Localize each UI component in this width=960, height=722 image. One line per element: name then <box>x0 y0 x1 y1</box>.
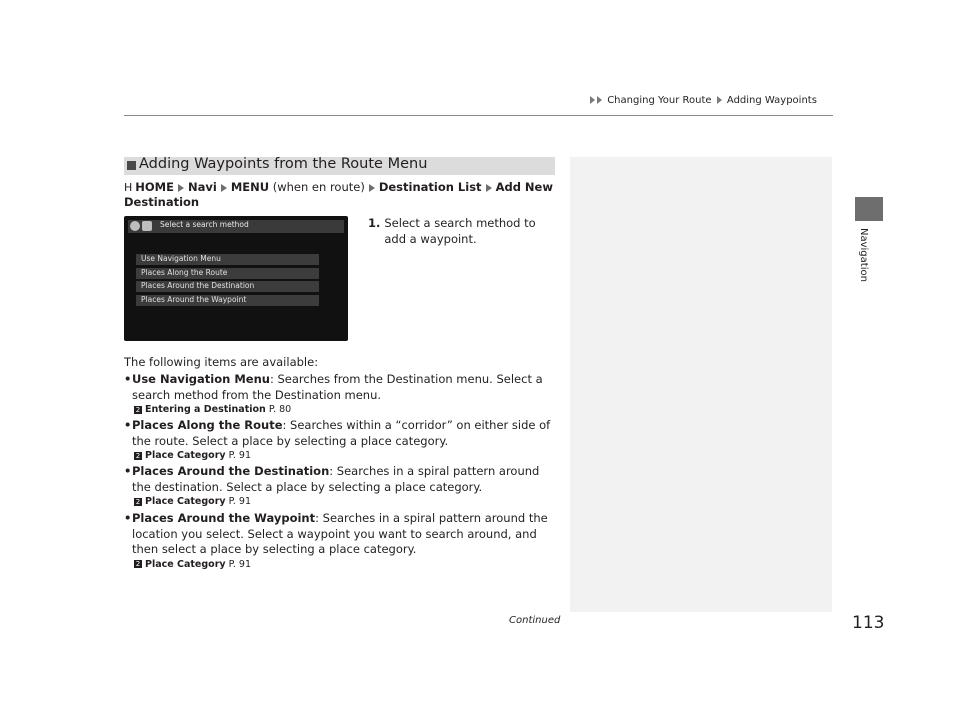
screen-menu-item[interactable] <box>136 268 319 279</box>
reference-page: P. 91 <box>228 558 252 570</box>
reference-title: Place Category <box>145 496 226 507</box>
bullet-icon: • <box>124 372 132 386</box>
breadcrumb <box>590 95 817 106</box>
screen-image <box>124 216 348 341</box>
path-add-new-destination: Add New Destination <box>124 180 553 209</box>
cross-reference[interactable] <box>134 449 554 463</box>
item-term: Places Around the Destination <box>132 464 330 478</box>
header-divider <box>124 115 833 116</box>
screen-menu-item-label: Places Along the Route <box>141 268 228 277</box>
list-item <box>124 418 554 463</box>
screen-title-bar <box>128 220 344 233</box>
path-navi: Navi <box>187 180 217 194</box>
home-icon: H <box>124 181 133 194</box>
section-square-icon <box>127 161 136 170</box>
item-term: Places Around the Waypoint <box>132 511 316 525</box>
step-1 <box>368 215 558 247</box>
list-item <box>124 464 554 509</box>
screen-menu-icon <box>142 221 152 231</box>
breadcrumb-arrow-icon <box>597 96 602 104</box>
page-number: 113 <box>852 613 885 633</box>
list-item <box>124 372 554 417</box>
path-arrow-icon <box>369 184 375 192</box>
chapter-tab-label <box>857 228 881 298</box>
reference-page: P. 91 <box>228 450 252 461</box>
screen-back-icon <box>130 221 140 231</box>
screen-menu-item-label: Use Navigation Menu <box>141 254 221 263</box>
chapter-tab-text: Navigation <box>858 228 869 282</box>
reference-page: P. 91 <box>228 496 252 507</box>
list-item <box>124 511 554 572</box>
reference-icon: 2 <box>135 497 141 506</box>
section-title: Adding Waypoints from the Route Menu <box>139 156 428 172</box>
items-intro: The following items are available: <box>124 355 319 369</box>
item-term: Use Navigation Menu <box>132 372 270 386</box>
item-desc: : Searches in a spiral pattern around the destination. Select a place by selecting a place category. <box>132 464 540 494</box>
breadcrumb-arrow-icon <box>590 96 595 104</box>
section-heading <box>124 157 555 175</box>
breadcrumb-arrow-icon <box>717 96 722 104</box>
path-destination-list: Destination List <box>378 180 482 194</box>
screen-menu-item[interactable] <box>136 281 319 292</box>
item-desc: : Searches within a “corridor” on either side of the route. Select a place by selecting a place category. <box>132 418 551 448</box>
notes-panel <box>570 157 832 612</box>
reference-icon: 2 <box>135 451 141 460</box>
reference-icon: 2 <box>135 560 141 568</box>
path-menu: MENU <box>230 180 270 194</box>
bullet-icon: • <box>124 418 132 432</box>
cross-reference[interactable] <box>134 558 554 572</box>
path-note: (when en route) <box>272 180 365 194</box>
bullet-icon: • <box>124 511 132 525</box>
screen-menu-item[interactable] <box>136 254 319 265</box>
path-arrow-icon <box>486 184 492 192</box>
screen-menu-item-label: Places Around the Destination <box>141 281 255 290</box>
reference-icon: 2 <box>135 405 141 414</box>
breadcrumb-item[interactable]: Changing Your Route <box>607 95 712 106</box>
path-arrow-icon <box>178 184 184 192</box>
screen-menu-item-label: Places Around the Waypoint <box>141 295 247 304</box>
reference-page: P. 80 <box>268 404 292 415</box>
cross-reference[interactable] <box>134 495 554 509</box>
reference-title: Place Category <box>145 558 226 570</box>
breadcrumb-item[interactable]: Adding Waypoints <box>726 95 817 106</box>
reference-title: Entering a Destination <box>145 404 266 415</box>
cross-reference[interactable] <box>134 403 554 417</box>
screen-title: Select a search method <box>160 220 249 229</box>
continued-label: Continued <box>509 615 561 626</box>
chapter-tab[interactable] <box>855 197 883 221</box>
path-home: HOME <box>135 180 174 194</box>
reference-title: Place Category <box>145 450 226 461</box>
item-desc: : Searches in a spiral pattern around the location you select. Select a waypoint you want to search around, and then select a place by selecting a place category. <box>132 511 548 556</box>
bullet-icon: • <box>124 464 132 478</box>
item-desc: : Searches from the Destination menu. Select a search method from the Destination menu. <box>132 372 543 402</box>
step-text: Select a search method to add a waypoint. <box>384 216 536 246</box>
screen-menu-item[interactable] <box>136 295 319 306</box>
path-arrow-icon <box>221 184 227 192</box>
step-number: 1. <box>368 216 381 230</box>
item-term: Places Along the Route <box>132 418 283 432</box>
menu-path <box>124 180 554 210</box>
